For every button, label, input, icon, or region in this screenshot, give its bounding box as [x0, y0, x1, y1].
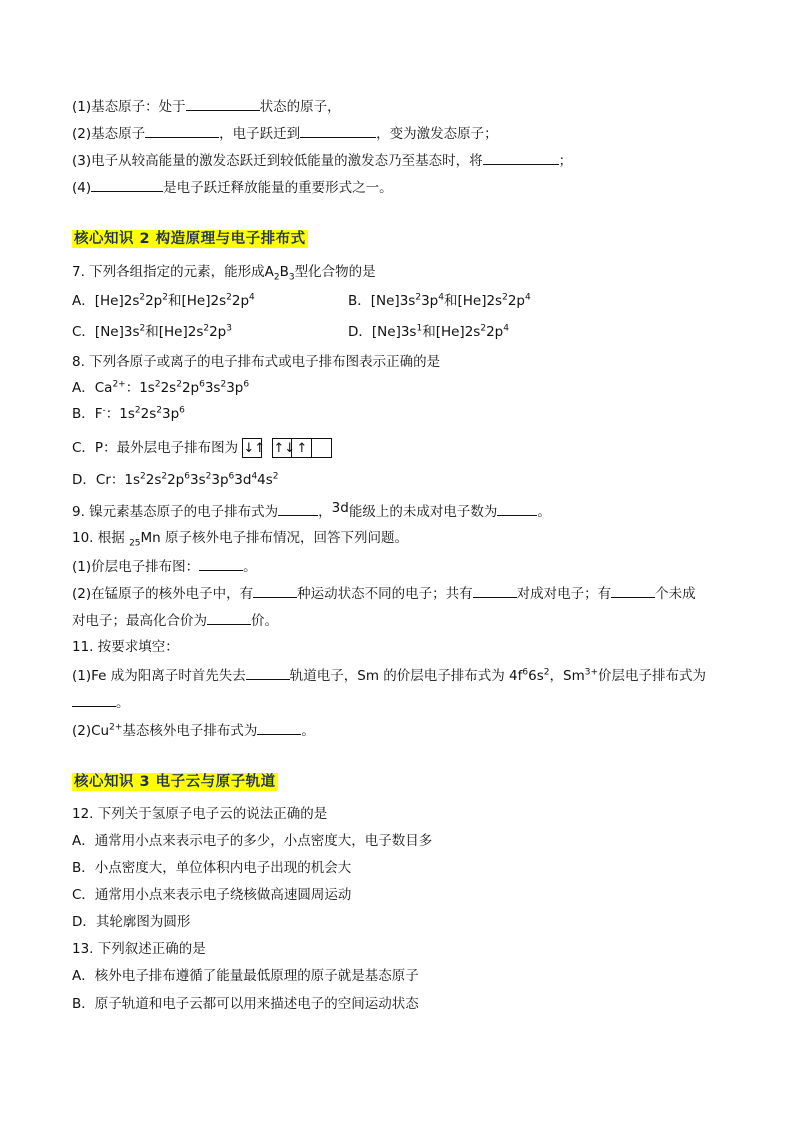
q-energy-line-1: [72, 96, 341, 117]
question-11-part-2: $(2)Cu^{2+}$基态核外电子排布式为 。: [72, 720, 315, 741]
answer-blank[interactable]: [246, 665, 290, 680]
q7-option-a[interactable]: A．$[He]2s^22p^2$和$[He]2s^22p^4$: [72, 292, 255, 309]
q7-option-c[interactable]: C．$[Ne]3s^2$和$[He]2s^22p^3$: [72, 323, 232, 340]
answer-blank[interactable]: [72, 692, 116, 707]
orbital-box: ↑↓: [272, 438, 292, 458]
q8-option-c[interactable]: C．P：最外层电子排布图为 ↓↑ ↑↓ ↑: [72, 436, 332, 460]
section-title: 核心知识 3 电子云与原子轨道: [74, 774, 276, 790]
answer-blank[interactable]: [483, 150, 559, 165]
answer-blank[interactable]: [300, 123, 376, 138]
answer-blank[interactable]: [253, 583, 297, 598]
question-10-part-2-cont: 对电子；最高化合价为 价。: [72, 610, 278, 631]
q8-option-a[interactable]: A．$Ca^{2+}$：$1s^22s^22p^63s^23p^6$: [72, 379, 250, 396]
question-10-part-2: (2)在锰原子的核外电子中，有 种运动状态不同的电子；共有 对成对电子；有 个未成: [72, 583, 696, 604]
q13-option-b[interactable]: B．原子轨道和电子云都可以用来描述电子的空间运动状态: [72, 996, 419, 1012]
question-10-part-1: (1)价层电子排布图： 。: [72, 556, 257, 577]
section-heading-3: [72, 772, 278, 792]
q7-option-d[interactable]: D．$[Ne]3s^1$和$[He]2s^22p^4$: [348, 323, 509, 340]
answer-blank[interactable]: [278, 501, 318, 516]
question-13-stem: 13. 下列叙述正确的是: [72, 941, 206, 957]
question-11-part-1-cont: 。: [72, 692, 130, 713]
question-7-options-row-1: [72, 291, 722, 311]
answer-blank[interactable]: [199, 556, 243, 571]
answer-blank[interactable]: [91, 177, 163, 192]
question-8-stem: 8. 下列各原子或离子的电子排布式或电子排布图表示正确的是: [72, 354, 441, 370]
question-7-options-row-2: [72, 322, 722, 342]
q12-option-c[interactable]: C．通常用小点来表示电子绕核做高速圆周运动: [72, 887, 352, 903]
answer-blank[interactable]: [257, 720, 301, 735]
text: (1)基态原子：处于: [72, 99, 186, 115]
answer-blank[interactable]: [186, 96, 260, 111]
answer-blank[interactable]: [473, 583, 517, 598]
text: (2)基态原子: [72, 126, 146, 142]
question-12-stem: 12. 下列关于氢原子电子云的说法正确的是: [72, 806, 328, 822]
q-energy-line-2: [72, 123, 498, 144]
question-9: 9. 镍元素基态原子的电子排布式为 ，3d能级上的未成对电子数为 。: [72, 500, 551, 520]
text: (4): [72, 180, 92, 196]
question-10-stem: 10. 根据 $_{25}$Mn 原子核外电子排布情况，回答下列问题。: [72, 530, 409, 549]
question-11-stem: 11. 按要求填空：: [72, 639, 179, 655]
answer-blank[interactable]: [497, 501, 537, 516]
q8-option-b[interactable]: B．F-：$1s^22s^23p^6$: [72, 405, 185, 422]
text: 是电子跃迁释放能量的重要形式之一。: [163, 180, 393, 196]
q13-option-a[interactable]: A．核外电子排布遵循了能量最低原理的原子就是基态原子: [72, 968, 419, 984]
orbital-box: ↑: [292, 438, 312, 458]
section-heading-2: [72, 229, 308, 249]
q8-option-d[interactable]: D．Cr：$1s^22s^22p^63s^23p^63d^44s^2$: [72, 471, 279, 488]
q12-option-d[interactable]: D．其轮廓图为圆形: [72, 914, 191, 930]
text: 状态的原子，: [259, 99, 341, 115]
question-11-part-1: (1)Fe 成为阳离子时首先失去 轨道电子，Sm 的价层电子排布式为 $4f^66s^2$，$Sm^{3+}$价层电子排布式为: [72, 665, 706, 686]
answer-blank[interactable]: [207, 610, 251, 625]
question-7-stem: 7. 下列各组指定的元素，能形成$A_2B_3$型化合物的是: [72, 264, 376, 283]
text: (3)电子从较高能量的激发态跃迁到较低能量的激发态乃至基态时，将: [72, 153, 483, 169]
text: ；: [558, 153, 573, 169]
orbital-box: ↓↑: [242, 438, 262, 458]
orbital-box-3p: [272, 438, 332, 458]
orbital-box-3s: [242, 438, 266, 458]
section-title: 核心知识 2 构造原理与电子排布式: [74, 231, 306, 247]
answer-blank[interactable]: [611, 583, 655, 598]
orbital-box: [312, 438, 332, 458]
q-energy-line-4: [72, 177, 393, 198]
text: ，变为激发态原子；: [376, 126, 498, 142]
q-energy-line-3: [72, 150, 572, 171]
q12-option-a[interactable]: A．通常用小点来表示电子的多少，小点密度大，电子数目多: [72, 833, 433, 849]
text: ，电子跃迁到: [219, 126, 301, 142]
answer-blank[interactable]: [145, 123, 219, 138]
q12-option-b[interactable]: B．小点密度大，单位体积内电子出现的机会大: [72, 860, 352, 876]
q7-option-b[interactable]: B．$[Ne]3s^23p^4$和$[He]2s^22p^4$: [348, 292, 531, 309]
